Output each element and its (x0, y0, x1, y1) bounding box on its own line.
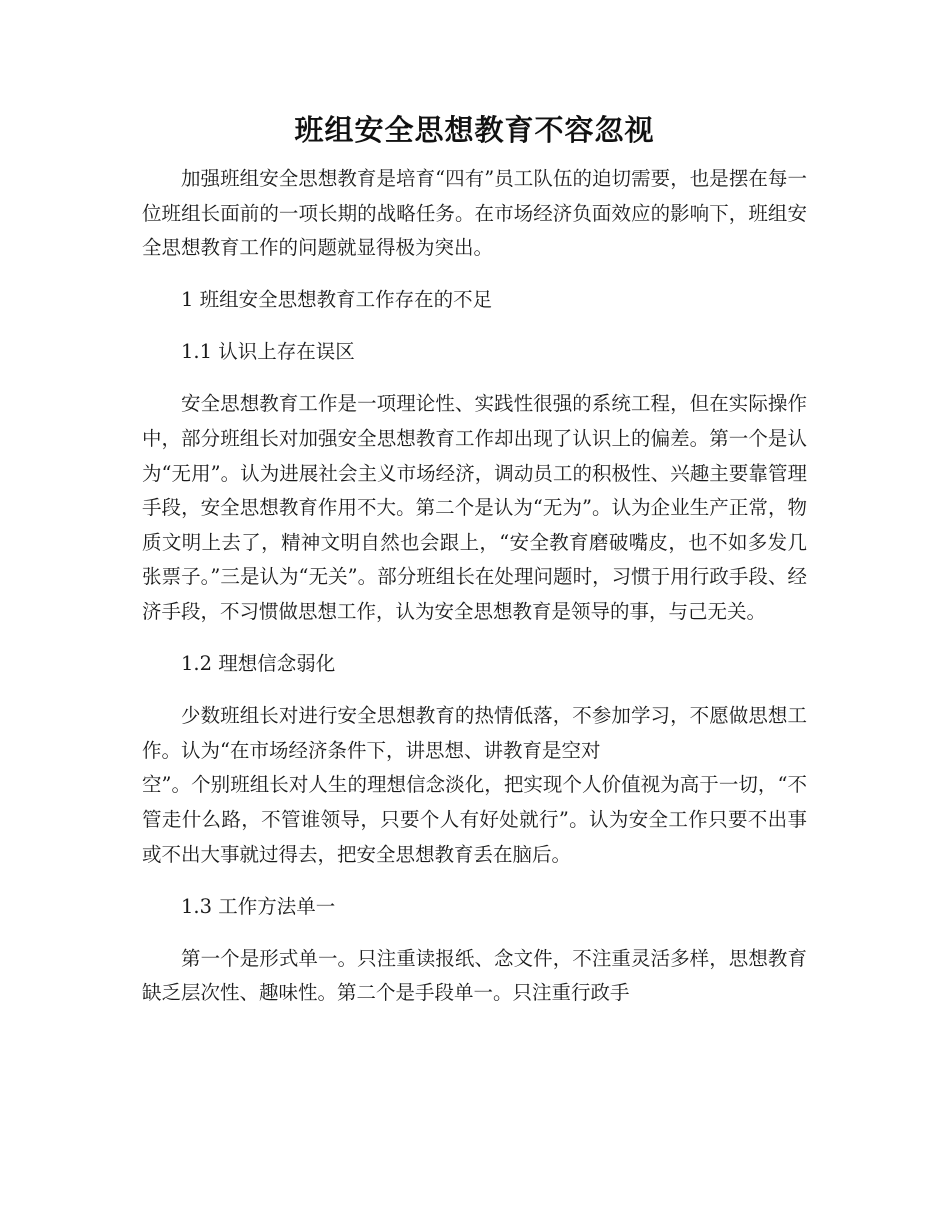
section-1-2-heading: 1.2 理想信念弱化 (181, 652, 336, 676)
section-1-2-paragraph-start: 少数班组长对进行安全思想教育的热情低落，不参加学习，不愿做思想工作。认为“在市场经济条件下，讲思想、讲教育是空对 (142, 704, 807, 762)
intro-paragraph: 加强班组安全思想教育是培育“四有”员工队伍的迫切需要，也是摆在每一位班组长面前的一项长期的战略任务。在市场经济负面效应的影响下，班组安全思想教育工作的问题就显得极为突出。 (142, 167, 807, 260)
document-body (142, 108, 807, 1011)
section-1-3-paragraph: 第一个是形式单一。只注重读报纸、念文件，不注重灵活多样，思想教育缺乏层次性、趣味性。第二个是手段单一。只注重行政手 (142, 946, 807, 1005)
section-1-1-heading: 1.1 认识上存在误区 (181, 340, 355, 364)
section-1-heading: 1 班组安全思想教育工作存在的不足 (181, 288, 493, 312)
section-1-1-paragraph: 安全思想教育工作是一项理论性、实践性很强的系统工程，但在实际操作中，部分班组长对加强安全思想教育工作却出现了认识上的偏差。第一个是认为“无用”。认为进展社会主义市场经济，调动员工的积极性、兴趣主要靠管理手段，安全思想教育作用不大。第二个是认为“无为”。认为企业生产正常，物质文明上去了，精神文明自然也会跟上，“安全教育磨破嘴皮，也不如多发几张票子。”三是认为“无关”。部分班组长在处理问题时，习惯于用行政手段、经济手段，不习惯做思想工作，认为安全思想教育是领导的事，与己无关。 (142, 392, 807, 624)
section-1-3-heading: 1.3 工作方法单一 (181, 894, 336, 918)
document-title: 班组安全思想教育不容忽视 (294, 113, 655, 147)
section-1-2-paragraph-end: 空”。个别班组长对人生的理想信念淡化，把实现个人价值视为高于一切，“不管走什么路，不管谁领导，只要个人有好处就行”。认为安全工作只要不出事或不出大事就过得去，把安全思想教育丢在脑后。 (142, 773, 807, 866)
